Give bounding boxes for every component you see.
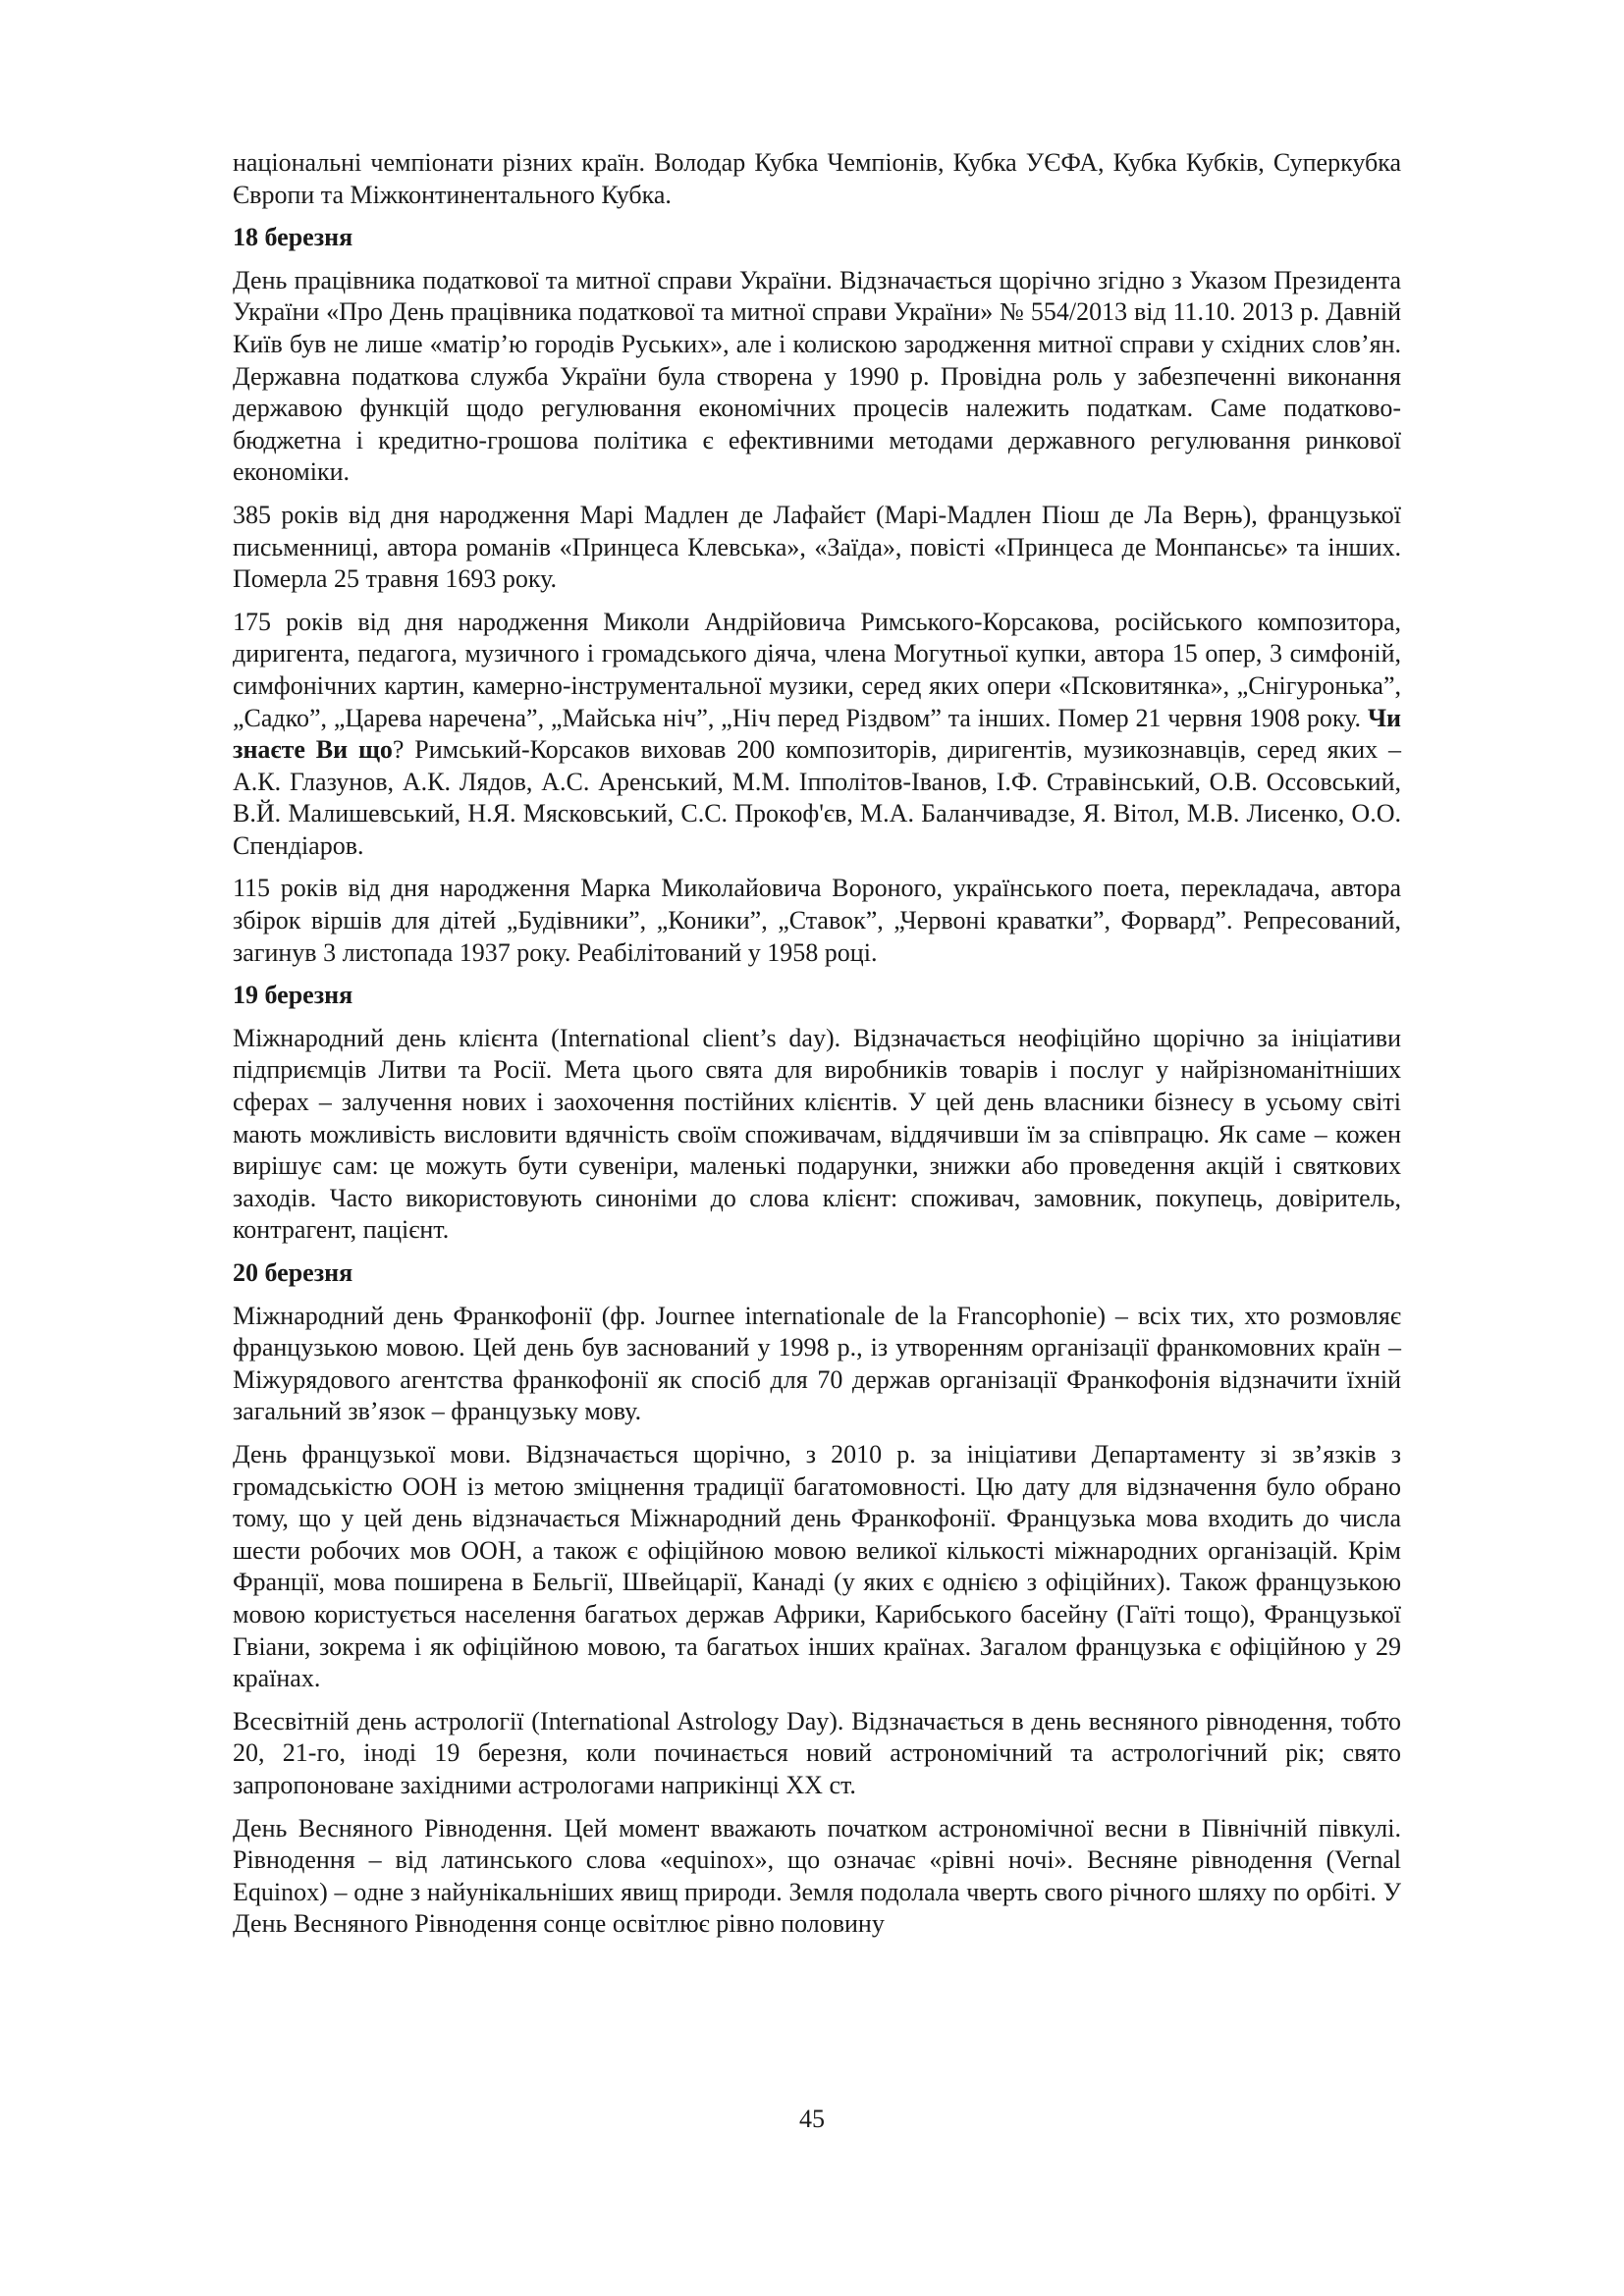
paragraph: 385 років від дня народження Марі Мадлен де Лафайєт (Марі-Мадлен Піош де Ла Верњ), французької письменниці, автора романів «Принцеса Клевська», «Заїда», повісті «Принцеса де Монпансьє» та інших. Померла 25 травня 1693 року. [233,500,1401,594]
paragraph: Всесвітній день астрології (International Astrology Day). Відзначається в день весняного рівнодення, тобто 20, 21-го, іноді 19 березня, коли починається новий астрономічний та астрологічний рік; свято запропоноване західними астрологами наприкінці ХХ ст. [233,1706,1401,1799]
paragraph-text: ? Римський-Корсаков виховав 200 композиторів, диригентів, музикознавців, серед яких – А.К. Глазунов, А.К. Лядов, А.С. Аренський, М.М. Іпполітов-Іванов, І.Ф. Стравінський, О.В. Оссовський, В.Й. Малишевський, Н.Я. Мясковський, С.С. Прокоф'єв, М.А. Баланчивадзе, Я. Вітол, М.В. Лисенко, О.О. Спендіаров. [233,735,1401,860]
paragraph: Міжнародний день Франкофонії (фр. Journee internationale de la Francophonie) – всіх тих, хто розмовляє французькою мовою. Цей день був заснований у 1998 р., із утворенням організації франкомовних країн – Міжурядового агентства франкофонії як спосіб для 70 держав організації Франкофонія відзначити їхній загальний зв’язок – французьку мову. [233,1301,1401,1426]
page-number: 45 [799,2105,825,2133]
paragraph: День працівника податкової та митної справи України. Відзначається щорічно згідно з Указом Президента України «Про День працівника податкової та митної справи України» № 554/2013 від 11.10. 2013 р. Давній Київ був не лише «матір’ю городів Руських», але і колискою зародження митної справи у східних слов’ян. Державна податкова служба України була створена у 1990 р. Провідна роль у забезпеченні виконання державою функцій щодо регулювання економічних процесів належить податкам. Саме податково-бюджетна і кредитно-грошова політика є ефективними методами державного регулювання ринкової економіки. [233,265,1401,487]
date-heading: 19 березня [233,981,353,1010]
paragraph: Міжнародний день клієнта (International client’s day). Відзначається неофіційно щорічно за ініціативи підприємців Литви та Росії. Мета цього свята для виробників товарів і послуг у найрізноманітніших сферах – залучення нових і заохочення постійних клієнтів. У цей день власники бізнесу в усьому світі мають можливість висловити вдячність своїм споживачам, віддячивши їм за співпрацю. Як саме – кожен вирішує сам: це можуть бути сувеніри, маленькі подарунки, знижки або проведення акцій і святкових заходів. Часто використовують синоніми до слова клієнт: споживач, замовник, покупець, довіритель, контрагент, пацієнт. [233,1023,1401,1245]
did-you-know-label: Чи знаєте Ви що [233,703,1401,765]
date-heading: 20 березня [233,1258,353,1287]
paragraph: 115 років від дня народження Марка Миколайовича Вороного, українського поета, перекладача, автора збірок віршів для дітей „Будівники”, „Коники”, „Ставок”, „Червоні краватки”, Форвард”. Репресований, загинув 3 листопада 1937 року. Реабілітований у 1958 році. [233,874,1401,967]
paragraph-text: 175 років від дня народження Миколи Андрійовича Римського-Корсакова, російського композитора, диригента, педагога, музичного і громадського діяча, члена Могутньої купки, автора 15 опер, 3 симфоній, симфонічних картин, камерно-інструментальної музики, серед яких опери «Псковитянка», „Снігуронька”, „Садко”, „Царева наречена”, „Майська ніч”, „Ніч перед Різдвом” та інших. Помер 21 червня 1908 року. [233,607,1401,732]
document-page [233,147,1401,1951]
date-heading: 18 березня [233,223,353,252]
paragraph: День Весняного Рівнодення. Цей момент вважають початком астрономічної весни в Північній півкулі. Рівнодення – від латинського слова «equinox», що означає «рівні ночі». Весняне рівнодення (Vernal Equinox) – одне з найунікальніших явищ природи. Земля подолала чверть свого річного шляху по орбіті. У День Весняного Рівнодення сонце освітлює рівно половину [233,1813,1401,1939]
paragraph: національні чемпіонати різних країн. Володар Кубка Чемпіонів, Кубка УЄФА, Кубка Кубків, Суперкубка Європи та Міжконтинентального Кубка. [233,148,1401,209]
paragraph [233,607,1401,863]
paragraph: День французької мови. Відзначається щорічно, з 2010 р. за ініціативи Департаменту зі зв’язків з громадськістю ООН із метою зміцнення традиції багатомовності. Цю дату для відзначення було обрано тому, що у цей день відзначається Міжнародний день Франкофонії. Французька мова входить до числа шести робочих мов ООН, а також є офіційною мовою великої кількості міжнародних організацій. Крім Франції, мова поширена в Бельгії, Швейцарії, Канаді (у яких є однією з офіційних). Також французькою мовою користується населення багатьох держав Африки, Карибського басейну (Гаїті тощо), Французької Гвіани, зокрема і як офіційною мовою, та багатьох інших країнах. Загалом французька є офіційною у 29 країнах. [233,1439,1401,1693]
